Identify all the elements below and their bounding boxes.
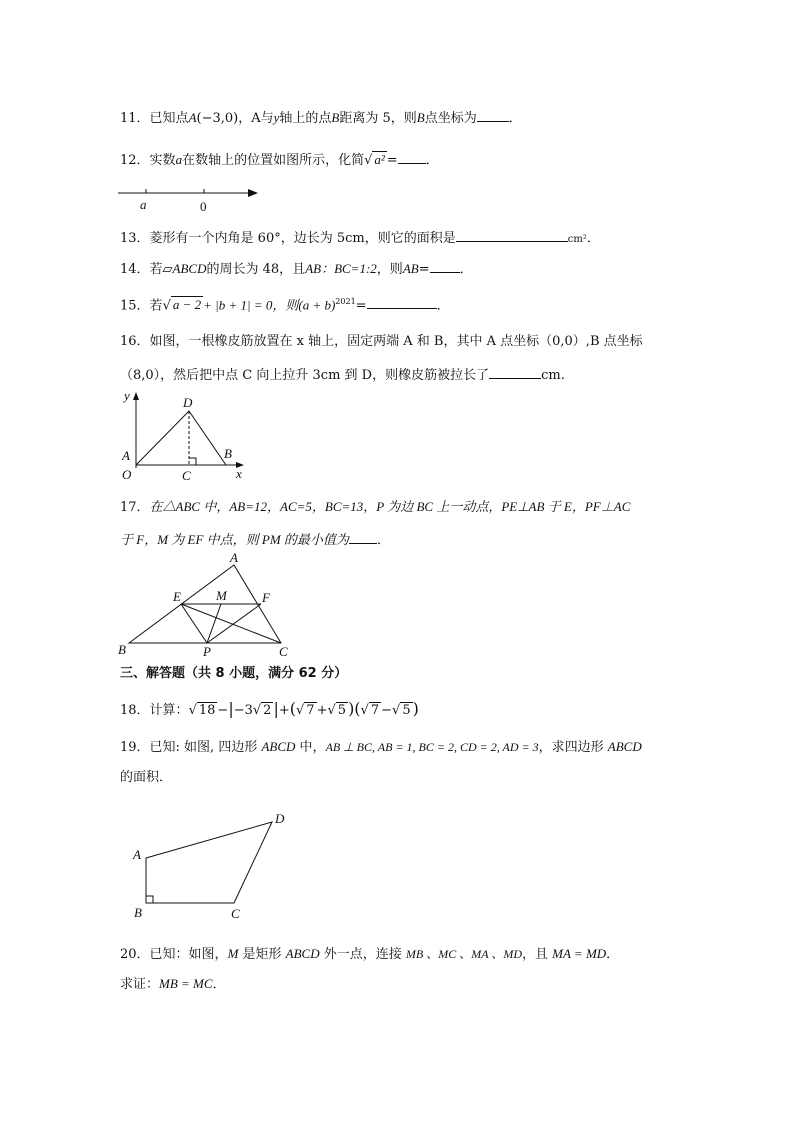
right-angle-mark bbox=[146, 896, 153, 903]
q12-var-a: a bbox=[175, 152, 183, 167]
radical-sign: √ bbox=[296, 703, 305, 718]
q20-line-1b: 是矩形 bbox=[238, 947, 286, 962]
label-y: y bbox=[124, 388, 130, 403]
q11-point-b: B bbox=[331, 110, 340, 125]
label-c: C bbox=[279, 644, 288, 659]
q11-text-4: 距离为 5，则 bbox=[339, 111, 417, 126]
label-m: M bbox=[216, 588, 227, 603]
q19-figure bbox=[128, 808, 298, 926]
q14-text-1: 若▱ bbox=[149, 262, 173, 277]
question-19-line-1 bbox=[120, 737, 642, 758]
abs-bar-left: | bbox=[228, 699, 234, 718]
q12-radicand: a² bbox=[374, 152, 385, 167]
q11-text-1: 已知点 bbox=[149, 111, 189, 126]
radical-sign: √ bbox=[188, 703, 197, 718]
label-p: P bbox=[203, 644, 211, 659]
number-line-figure bbox=[118, 183, 263, 213]
q13-end: ． bbox=[586, 231, 600, 246]
q20-end-2: ． bbox=[212, 977, 226, 992]
q15-exponent: 2021 bbox=[335, 297, 356, 306]
q17-figure bbox=[116, 550, 306, 660]
q18-root-5b: 5 bbox=[402, 703, 411, 718]
q11-text-5: 点坐标为 bbox=[424, 111, 477, 126]
q12-number: 12． bbox=[120, 153, 150, 168]
q11-text-2: ，A与 bbox=[238, 111, 274, 126]
q11-end: ． bbox=[508, 111, 522, 126]
abs-bar-right: | bbox=[273, 699, 279, 718]
q20-segments: MB 、MC 、MA 、MD bbox=[405, 947, 522, 961]
question-15 bbox=[120, 292, 450, 316]
q15-expr: (a + b) bbox=[298, 297, 336, 313]
label-b: B bbox=[224, 446, 232, 461]
q20-number: 20． bbox=[120, 947, 150, 962]
right-angle-mark bbox=[189, 458, 196, 465]
q19-line-1b: 中， bbox=[295, 740, 326, 755]
quadrilateral-abcd bbox=[146, 822, 272, 903]
q17-answer-blank[interactable] bbox=[349, 529, 377, 544]
segment-pf bbox=[207, 604, 261, 643]
label-d: D bbox=[275, 811, 285, 826]
question-13 bbox=[120, 227, 600, 250]
q15-number: 15． bbox=[120, 298, 150, 314]
q19-abcd: ABCD bbox=[261, 739, 296, 754]
question-11 bbox=[120, 107, 522, 129]
q19-number: 19． bbox=[120, 740, 150, 755]
question-20-line-1 bbox=[120, 944, 619, 965]
q15-equals: = bbox=[355, 298, 367, 314]
q15-radicand: a − 2 bbox=[172, 297, 202, 313]
q17-line-1: 在△ABC 中，AB=12，AC=5，BC=13，P 为边 BC 上一动点，PE⊥AB 于 E，PF⊥AC bbox=[149, 499, 631, 514]
q12-text-2: 在数轴上的位置如图所示，化简 bbox=[182, 153, 365, 168]
question-17-line-1 bbox=[120, 497, 630, 518]
label-c: C bbox=[231, 906, 240, 921]
q11-text-3: 轴上的点 bbox=[279, 111, 332, 126]
q20-line-1d: ，且 bbox=[522, 947, 553, 962]
q15-text-2: + |b + 1| = 0，则 bbox=[203, 297, 299, 313]
label-b: B bbox=[118, 642, 126, 657]
label-a: A bbox=[133, 847, 141, 862]
label-a: a bbox=[140, 197, 147, 212]
label-x: x bbox=[236, 466, 242, 481]
q18-number: 18． bbox=[120, 703, 150, 718]
question-12 bbox=[120, 149, 439, 171]
radical-sign: √ bbox=[252, 703, 262, 718]
y-arrow-icon bbox=[133, 392, 139, 400]
label-c: C bbox=[182, 468, 191, 483]
label-a: A bbox=[122, 448, 130, 463]
q20-m: M bbox=[227, 946, 239, 961]
q20-condition: MA = MD bbox=[552, 946, 607, 961]
radical-sign: √ bbox=[392, 703, 401, 718]
q16-line-1: 如图，一根橡皮筋放置在 x 轴上，固定两端 A 和 B，其中 A 点坐标（0,0）,B 点坐标 bbox=[149, 334, 643, 349]
q13-text: 菱形有一个内角是 60°，边长为 5cm，则它的面积是 bbox=[149, 231, 456, 246]
q16-figure bbox=[116, 388, 256, 484]
q18-minus: − bbox=[217, 703, 229, 718]
arrow-head-icon bbox=[248, 189, 258, 197]
q11-coord: (−3,0) bbox=[196, 111, 239, 126]
question-16-line-2 bbox=[120, 364, 565, 386]
q14-text-3: ，则 bbox=[376, 262, 403, 277]
q18-root-7a: 7 bbox=[306, 703, 315, 718]
q16-line-2a: （8,0），然后把中点 C 向上拉升 3cm 到 D，则橡皮筋被拉长了 bbox=[120, 368, 490, 383]
q18-root-5a: 5 bbox=[337, 703, 347, 718]
q14-ratio: AB：BC=1:2 bbox=[305, 261, 377, 276]
q15-end: ． bbox=[436, 298, 450, 314]
q11-point-a: A bbox=[188, 110, 197, 125]
q15-answer-blank[interactable] bbox=[367, 294, 437, 309]
q17-line-2a: 于 F，M 为 EF 中点，则 PM 的最小值为 bbox=[120, 532, 349, 547]
q11-axis: y bbox=[273, 110, 280, 125]
q19-line-1a: 已知: 如图, 四边形 bbox=[149, 740, 262, 755]
q18-paren-mid: )( bbox=[348, 699, 361, 718]
q18-neg3: −3 bbox=[233, 703, 253, 718]
radical-sign: √ bbox=[360, 703, 369, 718]
q20-end: ． bbox=[606, 947, 620, 962]
segment-pe bbox=[181, 604, 207, 643]
q18-paren-open: ( bbox=[289, 699, 296, 718]
label-o: O bbox=[122, 467, 132, 482]
q18-paren-close: ) bbox=[412, 699, 419, 718]
question-17-line-2 bbox=[120, 529, 390, 551]
q20-proof: MB = MC bbox=[159, 976, 213, 991]
radical-sign: √ bbox=[327, 703, 336, 718]
q20-line-1c: 外一点，连接 bbox=[319, 947, 406, 962]
q20-line-2a: 求证： bbox=[120, 977, 160, 992]
q18-plus: + bbox=[278, 703, 290, 718]
rubber-band bbox=[136, 411, 226, 465]
q20-line-1a: 已知：如图， bbox=[149, 947, 228, 962]
q13-number: 13． bbox=[120, 231, 150, 246]
section-3-heading: 三、解答题（共 8 小题，满分 62 分） bbox=[120, 666, 348, 681]
radical-sign: √ bbox=[364, 153, 373, 168]
label-0: 0 bbox=[200, 199, 207, 213]
q18-minus-2: − bbox=[381, 703, 393, 718]
question-19-line-2: 的面积． bbox=[120, 770, 173, 785]
q11-number: 11． bbox=[120, 111, 150, 126]
segment-pm bbox=[207, 604, 221, 643]
q11-point-b2: B bbox=[416, 110, 425, 125]
q12-text-1: 实数 bbox=[149, 153, 176, 168]
q15-text-1: 若 bbox=[149, 298, 163, 314]
q14-number: 14． bbox=[120, 262, 150, 277]
q11-answer-blank[interactable] bbox=[477, 107, 509, 122]
q16-number: 16． bbox=[120, 334, 150, 349]
q16-line-2b: cm. bbox=[541, 368, 565, 383]
label-e: E bbox=[173, 589, 181, 604]
q17-end: ． bbox=[376, 533, 390, 548]
q20-abcd: ABCD bbox=[285, 946, 320, 961]
label-b: B bbox=[134, 905, 142, 920]
q19-line-1c: ，求四边形 bbox=[538, 740, 608, 755]
question-20-line-2 bbox=[120, 974, 226, 995]
q14-answer-blank[interactable] bbox=[430, 258, 460, 273]
q19-conditions: AB ⊥ BC, AB = 1, BC = 2, CD = 2, AD = 3 bbox=[325, 740, 539, 754]
q14-ab: AB bbox=[402, 261, 419, 276]
label-a: A bbox=[230, 550, 238, 565]
q14-end: ． bbox=[459, 262, 473, 277]
question-16-line-1 bbox=[120, 332, 643, 352]
q18-text: 计算： bbox=[149, 703, 189, 718]
q18-plus-2: + bbox=[316, 703, 328, 718]
q14-abcd: ABCD bbox=[172, 261, 207, 276]
label-d: D bbox=[183, 395, 193, 410]
q19-abcd-2: ABCD bbox=[607, 739, 642, 754]
question-18 bbox=[120, 699, 419, 721]
q16-answer-blank[interactable] bbox=[489, 364, 541, 379]
q13-answer-blank[interactable] bbox=[456, 227, 568, 242]
q12-end: ． bbox=[425, 153, 439, 168]
q14-text-2: 的周长为 48，且 bbox=[206, 262, 306, 277]
q18-root-18: 18 bbox=[198, 703, 216, 718]
q12-answer-blank[interactable] bbox=[398, 149, 426, 164]
q14-equals: = bbox=[418, 262, 430, 277]
segment-ec bbox=[181, 604, 281, 643]
label-f: F bbox=[262, 590, 270, 605]
question-14 bbox=[120, 258, 473, 280]
q13-unit: cm² bbox=[567, 234, 587, 245]
radical-sign: √ bbox=[162, 298, 171, 314]
q12-equals: = bbox=[386, 153, 398, 168]
q18-root-7b: 7 bbox=[370, 703, 380, 718]
q17-number: 17． bbox=[120, 500, 150, 515]
q18-root-2: 2 bbox=[263, 703, 272, 718]
